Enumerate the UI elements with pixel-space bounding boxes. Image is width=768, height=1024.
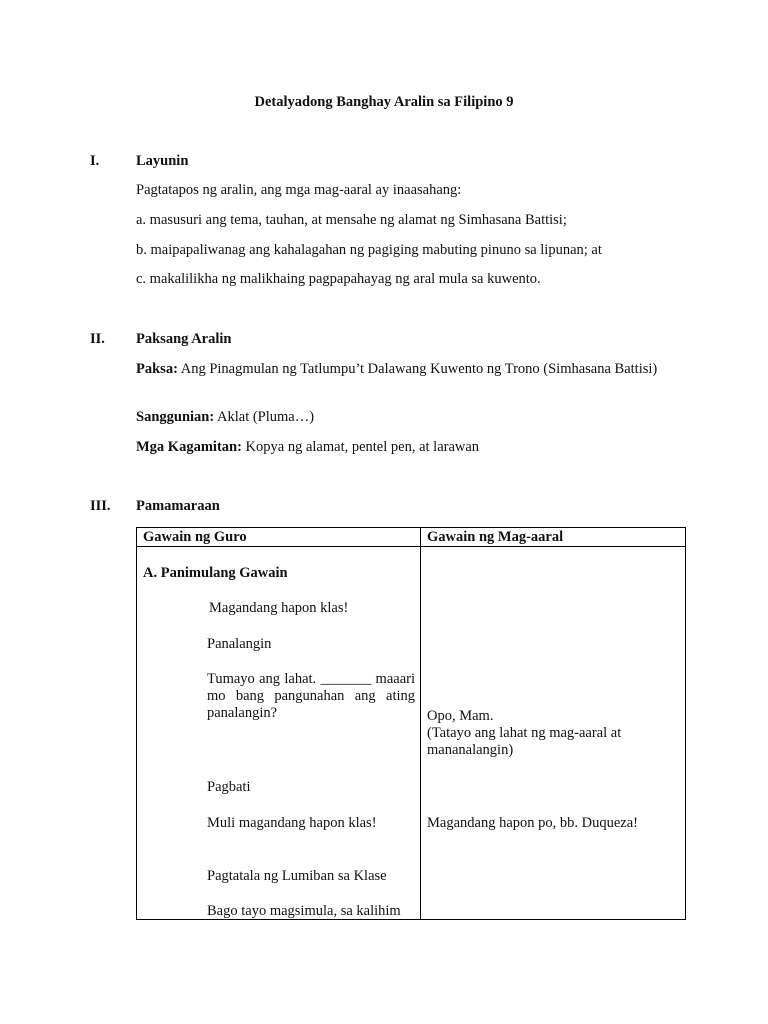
section-heading-layunin: Layunin — [136, 153, 189, 169]
guro-pagbati: Pagbati — [207, 779, 251, 795]
sanggunian-value: Aklat (Pluma…) — [214, 409, 315, 425]
sanggunian-line — [136, 409, 669, 426]
header-gawain-ng-mag-aaral: Gawain ng Mag-aaral — [427, 529, 564, 545]
kagamitan-value: Kopya ng alamat, pentel pen, at larawan — [241, 439, 480, 455]
kagamitan-label: Mga Kagamitan: — [136, 439, 242, 455]
table-header-divider — [137, 546, 685, 547]
page-title: Detalyadong Banghay Aralin sa Filipino 9 — [254, 94, 514, 110]
layunin-item-a: a. masusuri ang tema, tauhan, at mensahe ng alamat ng Simhasana Battisi; — [136, 212, 567, 228]
guro-panalangin: Panalangin — [207, 636, 272, 652]
sanggunian-label: Sanggunian: — [136, 409, 215, 425]
layunin-item-b: b. maipapaliwanag ang kahalagahan ng pagiging mabuting pinuno sa lipunan; at — [136, 242, 602, 258]
layunin-item-c: c. makalilikha ng malikhaing pagpapahayag ng aral mula sa kuwento. — [136, 271, 541, 287]
magaaral-opo: Opo, Mam. — [427, 708, 494, 724]
magaaral-tatayo: (Tatayo ang lahat ng mag-aaral at mananalangin) — [427, 725, 622, 758]
section-heading-paksang-aralin: Paksang Aralin — [136, 331, 232, 347]
guro-pagtatala: Pagtatala ng Lumiban sa Klase — [207, 868, 387, 884]
pamamaraan-table — [136, 527, 686, 920]
table-column-divider — [420, 528, 421, 919]
paksa-label: Paksa: — [136, 361, 178, 377]
subheading-panimulang-gawain: A. Panimulang Gawain — [143, 565, 288, 581]
header-gawain-ng-guro: Gawain ng Guro — [143, 529, 247, 545]
paksa-line — [136, 360, 669, 379]
guro-tumayo: Tumayo ang lahat. _______ maaari mo bang pangunahan ang ating panalangin? — [207, 671, 415, 721]
guro-greeting: Magandang hapon klas! — [209, 600, 349, 616]
layunin-intro: Pagtatapos ng aralin, ang mga mag-aaral ay inaasahang: — [136, 182, 462, 198]
paksa-value: Ang Pinagmulan ng Tatlumpu’t Dalawang Kuwento ng Trono (Simhasana Battisi) — [177, 361, 658, 377]
guro-muli-bati: Muli magandang hapon klas! — [207, 815, 377, 831]
section-number-1: I. — [90, 153, 100, 169]
guro-bago-magsimula: Bago tayo magsimula, sa kalihim — [207, 903, 401, 919]
kagamitan-line — [136, 439, 669, 456]
magaaral-sagot-bati: Magandang hapon po, bb. Duqueza! — [427, 815, 638, 831]
section-number-3: III. — [90, 498, 111, 514]
section-heading-pamamaraan: Pamamaraan — [136, 498, 220, 514]
section-number-2: II. — [90, 331, 105, 347]
